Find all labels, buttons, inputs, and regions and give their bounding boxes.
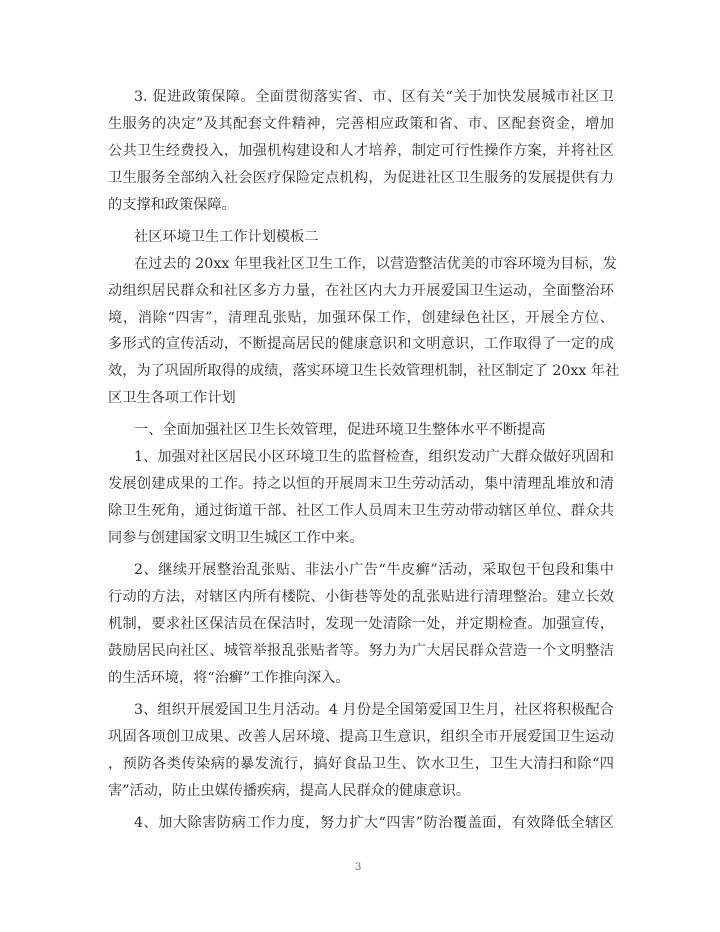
- section-heading: 一、全面加强社区卫生长效管理，促进环境卫生整体水平不断提高: [134, 422, 546, 438]
- paragraph-line: 卫生服务全部纳入社会医疗保险定点机构，为促进社区卫生服务的发展提供有力: [108, 170, 614, 186]
- paragraph-line: 机制，要求社区保洁员在保洁时，发现一处清除一处，并定期检查。加强宣传，: [108, 616, 614, 632]
- paragraph-line: 2、继续开展整治乱张贴、非法小广告“牛皮癣”活动，采取包干包段和集中: [134, 562, 614, 578]
- paragraph-line: 3. 促进政策保障。全面贯彻落实省、市、区有关“关于加快发展城市社区卫: [134, 89, 614, 105]
- paragraph-line: 3、组织开展爱国卫生月活动。4 月份是全国第爱国卫生月，社区将积极配合: [134, 702, 614, 718]
- paragraph-line: 鼓励居民向社区、城管举报乱张贴者等。努力为广大居民群众营造一个文明整洁: [108, 643, 614, 659]
- paragraph-line: 效，为了巩固所取得的成绩，落实环境卫生长效管理机制，社区制定了 20xx 年社: [108, 363, 620, 379]
- paragraph-line: 同参与创建国家文明卫生城区工作中来。: [108, 530, 364, 546]
- paragraph-line: 在过去的 20xx 年里我社区卫生工作，以营造整洁优美的市容环境为目标，发: [134, 256, 617, 272]
- paragraph-line: 境，消除“四害”，清理乱张贴，加强环保工作，创建绿色社区，开展全方位、: [108, 310, 614, 326]
- paragraph-line: 行动的方法，对辖区内所有楼院、小街巷等处的乱张贴进行清理整治。建立长效: [108, 589, 614, 605]
- paragraph-line: 区卫生各项工作计划: [108, 390, 236, 406]
- paragraph-line: 多形式的宣传活动，不断提高居民的健康意识和文明意识，工作取得了一定的成: [108, 336, 614, 352]
- paragraph-line: 巩固各项创卫成果、改善人居环境、提高卫生意识，组织全市开展爱国卫生运动: [108, 729, 614, 745]
- paragraph-line: ，预防各类传染病的暴发流行，搞好食品卫生、饮水卫生，卫生大清扫和除“四: [108, 756, 614, 772]
- page-number: 3: [355, 862, 362, 873]
- paragraph-line: 发展创建成果的工作。持之以恒的开展周末卫生劳动活动，集中清理乱堆放和清: [108, 476, 614, 492]
- paragraph-line: 除卫生死角，通过街道干部、社区工作人员周末卫生劳动带动辖区单位、群众共: [108, 503, 614, 519]
- paragraph-line: 生服务的决定”及其配套文件精神，完善相应政策和省、市、区配套资金，增加: [108, 116, 614, 132]
- paragraph-line: 公共卫生经费投入，加强机构建设和人才培养，制定可行性操作方案，并将社区: [108, 143, 614, 159]
- paragraph-line: 1、加强对社区居民小区环境卫生的监督检查，组织发动广大群众做好巩固和: [134, 449, 614, 465]
- paragraph-line: 4、加大除害防病工作力度，努力扩大“四害”防治覆盖面，有效降低全辖区: [134, 815, 614, 831]
- paragraph-line: 的生活环境，将“治癣”工作推向深入。: [108, 670, 350, 686]
- section-heading: 社区环境卫生工作计划模板二: [134, 229, 319, 245]
- paragraph-line: 害”活动，防止虫媒传播疾病，提高人民群众的健康意识。: [108, 783, 470, 799]
- paragraph-line: 的支撑和政策保障。: [108, 197, 236, 213]
- paragraph-line: 动组织居民群众和社区多方力量，在社区内大力开展爱国卫生运动，全面整治环: [108, 283, 614, 299]
